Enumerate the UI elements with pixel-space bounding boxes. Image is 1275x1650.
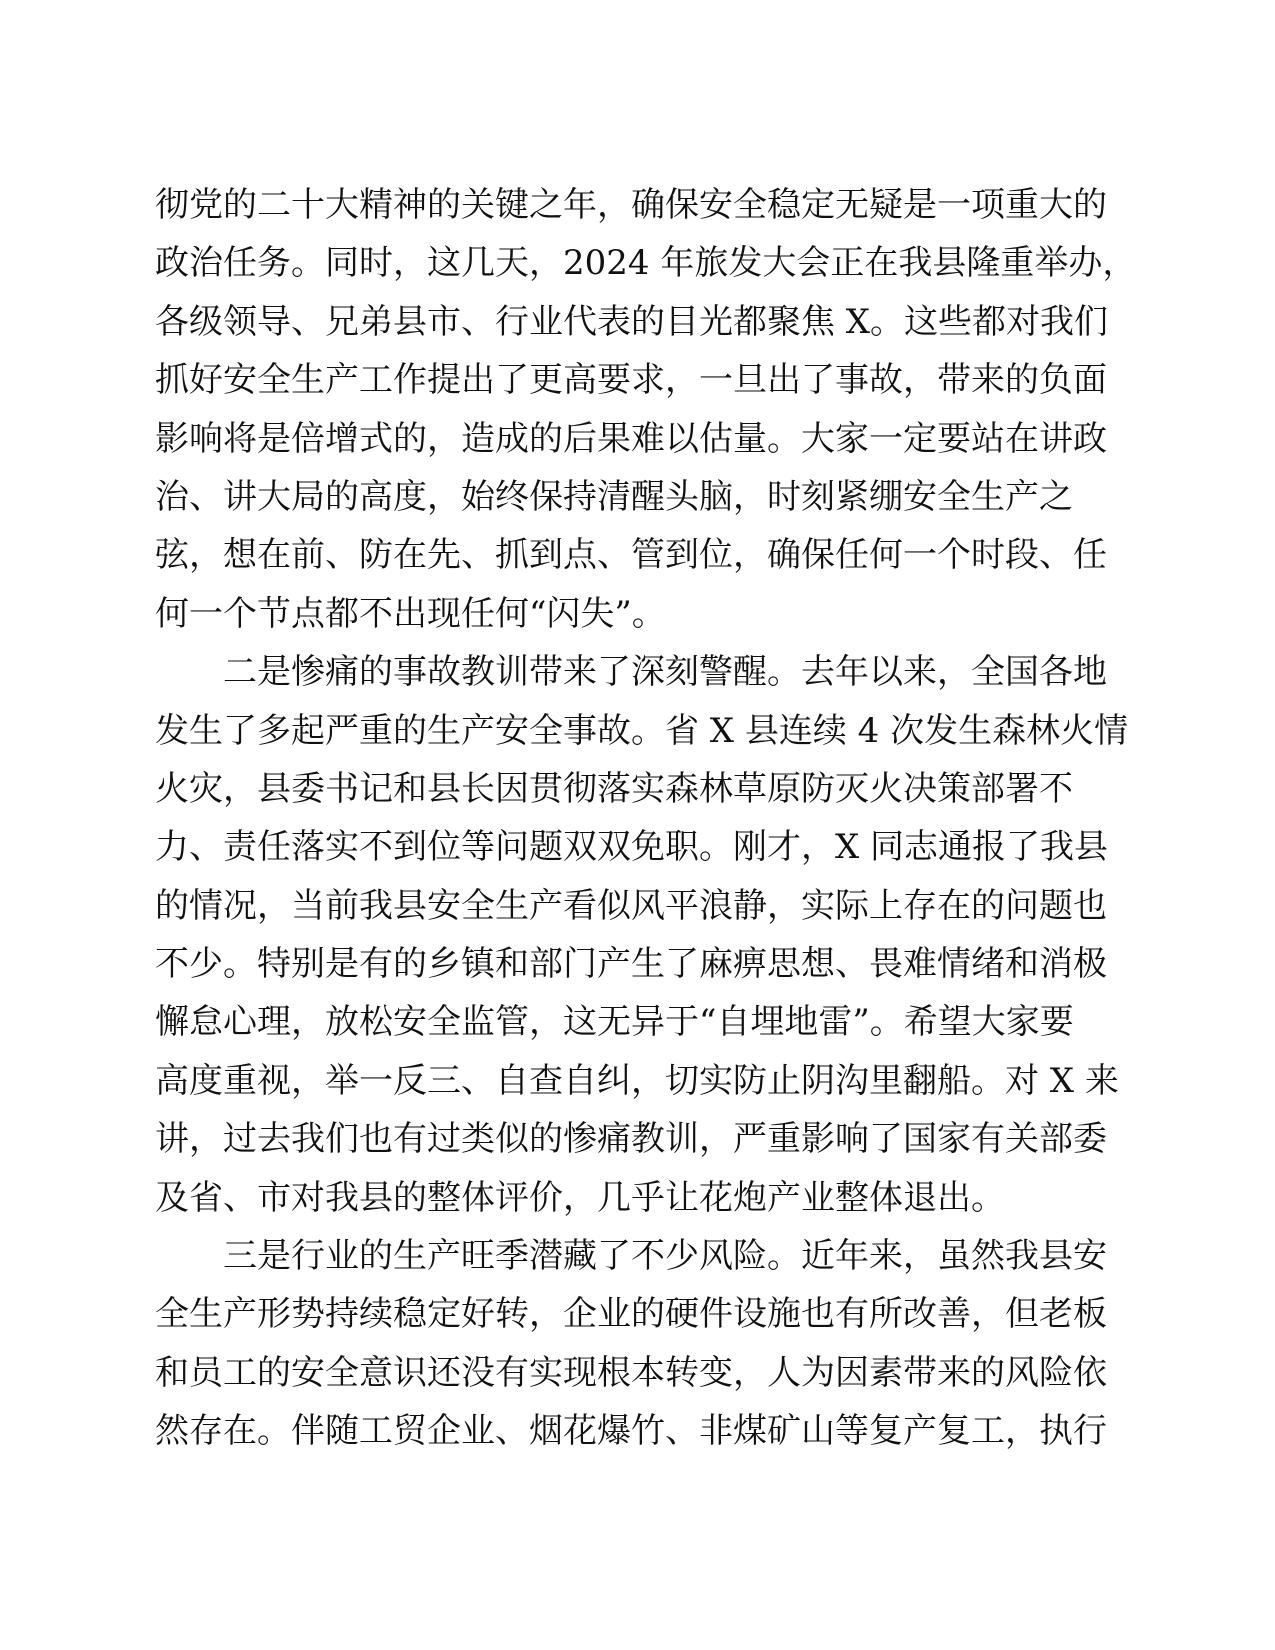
text-line: 各级领导、兄弟县市、行业代表的目光都聚焦 X。这些都对我们 [155,301,1109,342]
text-line: 力、责任落实不到位等问题双双免职。刚才，X 同志通报了我县 [155,827,1109,868]
body-text [155,176,1137,1461]
text-line: 彻党的二十大精神的关键之年，确保安全稳定无疑是一项重大的 [155,185,1107,225]
text-line: 全生产形势持续稳定好转，企业的硬件设施也有所改善，但老板 [155,1294,1107,1335]
text-line: 讲，过去我们也有过类似的惨痛教训，严重影响了国家有关部委 [155,1119,1107,1160]
text-line: 弦，想在前、防在先、抓到点、管到位，确保任何一个时段、任 [155,535,1107,576]
text-line: 何一个节点都不出现任何“闪失”。 [155,593,666,634]
text-line: 高度重视，举一反三、自查自纠，切实防止阴沟里翻船。对 X 来 [155,1060,1119,1101]
text-line: 影响将是倍增式的，造成的后果难以估量。大家一定要站在讲政 [155,418,1107,459]
text-line: 不少。特别是有的乡镇和部门产生了麻痹思想、畏难情绪和消极 [155,944,1107,985]
text-line: 然存在。伴随工贸企业、烟花爆竹、非煤矿山等复产复工，执行 [155,1411,1107,1452]
text-line: 的情况，当前我县安全生产看似风平浪静，实际上存在的问题也 [155,885,1107,926]
text-line: 政治任务。同时，这几天，2024 年旅发大会正在我县隆重举办， [155,243,1137,284]
text-line: 抓好安全生产工作提出了更高要求，一旦出了事故，带来的负面 [155,360,1107,401]
text-line: 懈怠心理，放松安全监管，这无异于“自埋地雷”。希望大家要 [155,1002,1074,1043]
paragraph-first-line: 二是惨痛的事故教训带来了深刻警醒。去年以来，全国各地 [223,652,1107,693]
text-line: 发生了多起严重的生产安全事故。省 X 县连续 4 次发生森林火情 [155,710,1129,751]
text-line: 和员工的安全意识还没有实现根本转变，人为因素带来的风险依 [155,1352,1107,1393]
paragraph-first-line: 三是行业的生产旺季潜藏了不少风险。近年来，虽然我县安 [223,1236,1107,1277]
text-line: 治、讲大局的高度，始终保持清醒头脑，时刻紧绷安全生产之 [155,476,1073,517]
text-line: 及省、市对我县的整体评价，几乎让花炮产业整体退出。 [155,1177,1005,1218]
text-line: 火灾，县委书记和县长因贯彻落实森林草原防灭火决策部署不 [155,768,1073,809]
